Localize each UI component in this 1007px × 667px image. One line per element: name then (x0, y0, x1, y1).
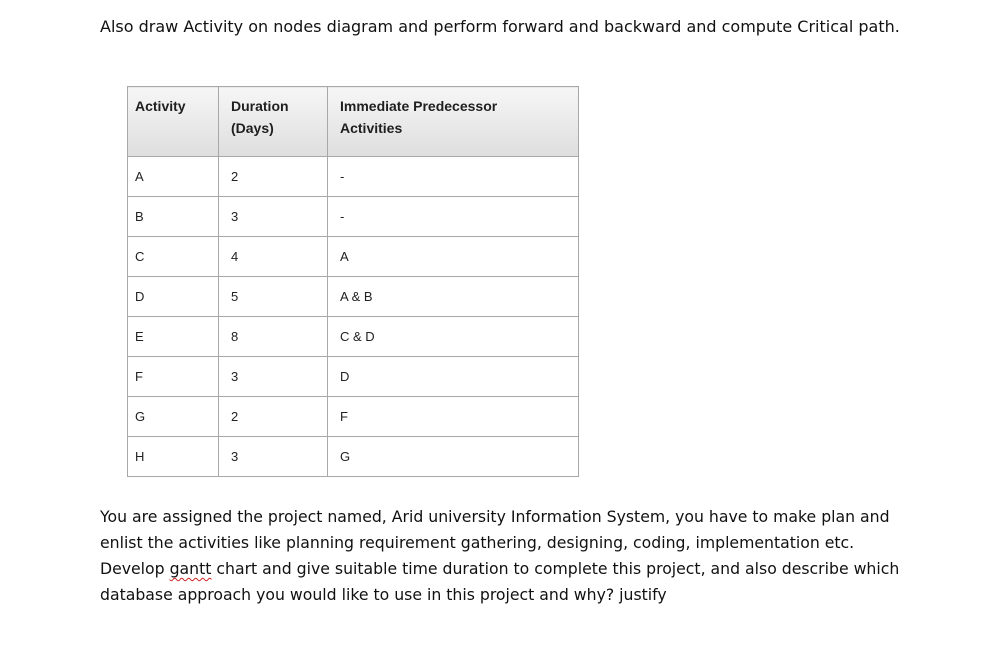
table-row (128, 357, 579, 397)
cell-activity: C (128, 237, 219, 277)
cell-duration: 4 (219, 237, 328, 277)
cell-duration: 8 (219, 317, 328, 357)
cell-predecessor: D (328, 357, 579, 397)
cell-predecessor: A (328, 237, 579, 277)
cell-predecessor: F (328, 397, 579, 437)
table-row (128, 157, 579, 197)
table-row (128, 317, 579, 357)
table-row (128, 237, 579, 277)
spellcheck-flagged-word: gantt (169, 559, 212, 578)
cell-activity: H (128, 437, 219, 477)
cell-activity: F (128, 357, 219, 397)
cell-predecessor: - (328, 157, 579, 197)
cell-activity: B (128, 197, 219, 237)
cell-duration: 2 (219, 157, 328, 197)
cell-activity: A (128, 157, 219, 197)
cell-duration: 3 (219, 437, 328, 477)
table-header-row (128, 87, 579, 157)
cell-duration: 3 (219, 357, 328, 397)
cell-duration: 5 (219, 277, 328, 317)
cell-activity: D (128, 277, 219, 317)
cell-predecessor: C & D (328, 317, 579, 357)
table-row (128, 397, 579, 437)
table-row (128, 197, 579, 237)
cell-activity: E (128, 317, 219, 357)
header-predecessor: Immediate Predecessor Activities (328, 87, 579, 157)
cell-predecessor: A & B (328, 277, 579, 317)
cell-activity: G (128, 397, 219, 437)
table-row (128, 437, 579, 477)
activity-table (127, 86, 579, 477)
cell-duration: 2 (219, 397, 328, 437)
assignment-text-start: You are assigned the project named, Arid university Information System, you have to make plan and enlist the activities like planning requirement gathering, designing, coding, implementation etc. Develop (100, 507, 890, 578)
cell-predecessor: - (328, 197, 579, 237)
cell-duration: 3 (219, 197, 328, 237)
table-body (128, 157, 579, 477)
cell-predecessor: G (328, 437, 579, 477)
assignment-text-end: chart and give suitable time duration to complete this project, and also describe which database approach you would like to use in this project and why? justify (100, 559, 900, 604)
header-activity: Activity (128, 87, 219, 157)
table-row (128, 277, 579, 317)
header-duration: Duration (Days) (219, 87, 328, 157)
assignment-paragraph (100, 504, 910, 608)
intro-paragraph: Also draw Activity on nodes diagram and perform forward and backward and compute Critical path. (100, 17, 900, 36)
